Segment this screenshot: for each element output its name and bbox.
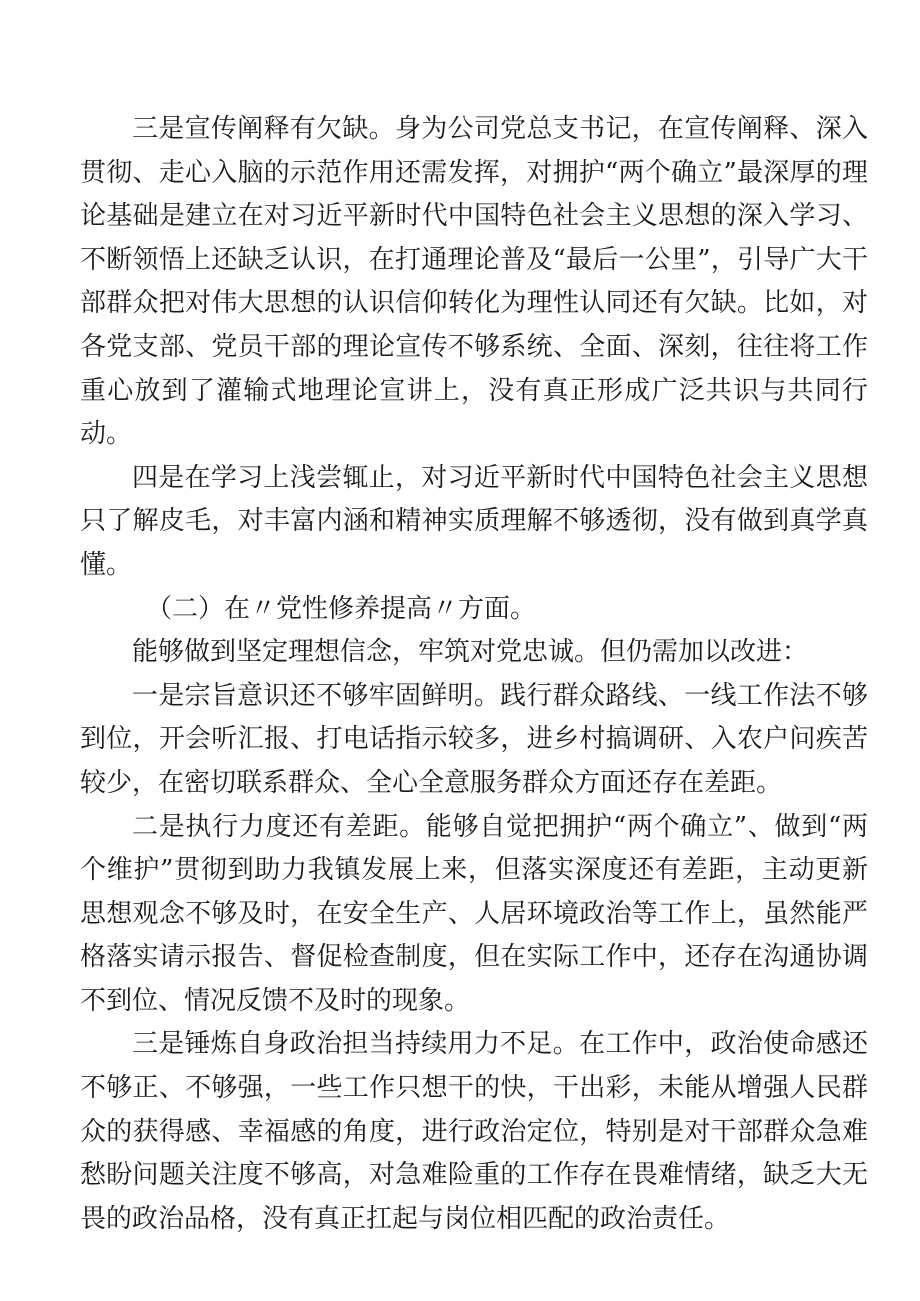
paragraph-propaganda: 三是宣传阐释有欠缺。身为公司党总支书记，在宣传阐释、深入贯彻、走心入脑的示范作用还需发挥，对拥护“两个确立”最深厚的理论基础是建立在对习近平新时代中国特色社会主义思想的深入学习、不断领悟上还缺乏认识，在打通理论普及“最后一公里”，引导广大干部群众把对伟大思想的认识信仰转化为理性认同还有欠缺。比如，对各党支部、党员干部的理论宣传不够系统、全面、深刻，往往将工作重心放到了灌输式地理论宣讲上，没有真正形成广泛共识与共同行动。 bbox=[80, 114, 868, 450]
section-heading: （二）在〃党性修养提高〃方面。 bbox=[146, 593, 537, 624]
paragraph-study: 四是在学习上浅尝辄止，对习近平新时代中国特色社会主义思想只了解皮毛，对丰富内涵和精神实质理解不够透彻，没有做到真学真懂。 bbox=[80, 462, 868, 580]
paragraph-purpose: 一是宗旨意识还不够牢固鲜明。践行群众路线、一线工作法不够到位，开会听汇报、打电话指示较多，进乡村搞调研、入农户问疾苦较少，在密切联系群众、全心全意服务群众方面还存在差距。 bbox=[80, 680, 868, 798]
paragraph-execution: 二是执行力度还有差距。能够自觉把拥护“两个确立”、做到“两个维护”贯彻到助力我镇发展上来，但落实深度还有差距，主动更新思想观念不够及时，在安全生产、人居环境政治等工作上，虽然能严格落实请示报告、督促检查制度，但在实际工作中，还存在沟通协调不到位、情况反馈不及时的现象。 bbox=[80, 811, 868, 1016]
paragraph-responsibility: 三是锤炼自身政治担当持续用力不足。在工作中，政治使命感还不够正、不够强，一些工作只想干的快，干出彩，未能从增强人民群众的获得感、幸福感的角度，进行政治定位，特别是对干部群众急难愁盼问题关注度不够高，对急难险重的工作存在畏难情绪，缺乏大无畏的政治品格，没有真正扛起与岗位相匹配的政治责任。 bbox=[80, 1029, 868, 1234]
paragraph-intro: 能够做到坚定理想信念，牢筑对党忠诚。但仍需加以改进： bbox=[132, 637, 809, 668]
